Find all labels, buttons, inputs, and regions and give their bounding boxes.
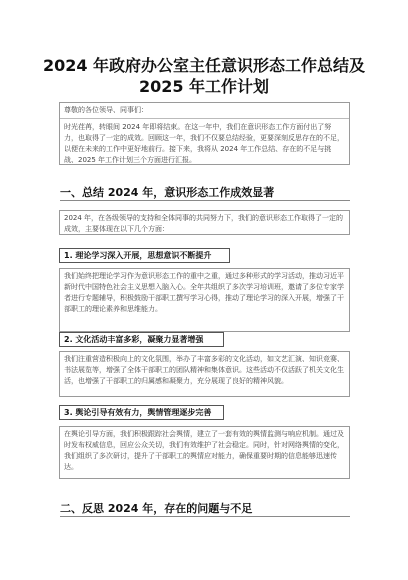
- document-title: [36, 55, 372, 97]
- subsection-2-body-box: [59, 351, 350, 397]
- section-1-rule: [60, 200, 350, 201]
- subsection-2-body: 我们注重营造积极向上的文化氛围，举办了丰富多彩的文化活动，如文艺汇演、知识竞赛、书法展览等，增强了全体干部职工的团队精神和集体意识。这些活动不仅活跃了机关文化生活，也增强了干部职工的归属感和凝聚力，充分展现了良好的精神风貌。: [64, 355, 344, 385]
- greeting-divider: [60, 118, 349, 119]
- intro-paragraph: 时光荏苒，转眼间 2024 年即将结束。在这一年中，我们在意识形态工作方面付出了努力，也取得了一定的成效。回顾这一年，我们不仅要总结经验，更要深刻反思存在的不足，以便在未来的工作中更好地前行。接下来，我将从 2024 年工作总结、存在的不足与挑战、2025 年工作计划三个方面进行汇报。: [64, 123, 344, 164]
- section-2-heading: 二、反思 2024 年，存在的问题与不足: [60, 502, 253, 515]
- section-1-intro: 2024 年，在各级领导的支持和全体同事的共同努力下，我们的意识形态工作取得了一定的成效，主要体现在以下几个方面：: [64, 214, 344, 233]
- intro-box: [59, 102, 350, 165]
- title-line-2: 2025 年工作计划: [138, 77, 270, 96]
- greeting: 尊敬的各位领导、同事们：: [64, 106, 148, 114]
- section-1-heading: 一、总结 2024 年，意识形态工作成效显著: [60, 186, 275, 199]
- subsection-1-body: 我们始终把理论学习作为意识形态工作的重中之重，通过多种形式的学习活动，推动习近平新时代中国特色社会主义思想入脑入心。全年共组织了多次学习培训班，邀请了多位专家学者进行专题辅导，积极鼓励干部职工撰写学习心得，推动了理论学习的深入开展，增强了干部职工的理论素养和思维能力。: [64, 272, 344, 313]
- subsection-1-body-box: [59, 268, 350, 332]
- section-2-rule: [60, 516, 350, 517]
- subsection-3-body: 在舆论引导方面，我们积极跟踪社会舆情，建立了一套有效的舆情监测与响应机制。通过及时发布权威信息，回应公众关切，我们有效维护了社会稳定。同时，针对网络舆情的变化，我们组织了多次研讨，提升了干部职工的舆情应对能力，确保重要时期的信息能够迅速传达。: [64, 430, 344, 471]
- subheading-1: 1. 理论学习深入开展，思想意识不断提升: [59, 248, 230, 263]
- title-line-1: 2024 年政府办公室主任意识形态工作总结及: [42, 56, 366, 75]
- subheading-2: 2. 文化活动丰富多彩，凝聚力显著增强: [59, 332, 224, 347]
- section-1-intro-box: [59, 210, 350, 235]
- subheading-3: 3. 舆论引导有效有力，舆情管理逐步完善: [59, 405, 224, 420]
- subsection-3-body-box: [59, 426, 350, 479]
